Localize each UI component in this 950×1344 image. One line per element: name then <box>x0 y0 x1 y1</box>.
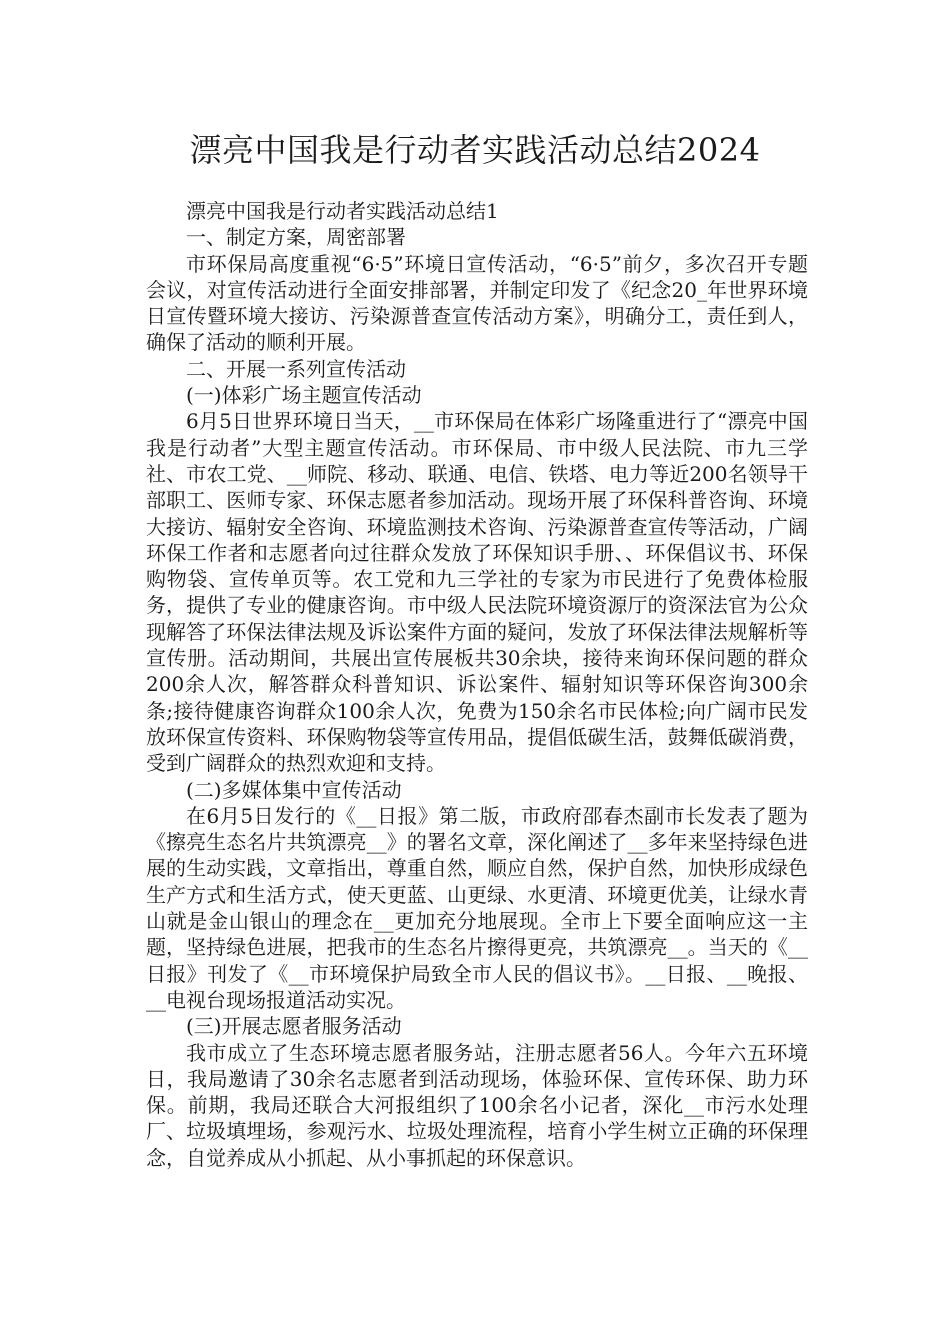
subsection-heading: 一、制定方案，周密部署 <box>186 225 406 250</box>
paragraph: 我市成立了生态环境志愿者服务站，注册志愿者56人。今年六五环境日，我局邀请了30余名志愿者到活动现场，体验环保、宣传环保、助力环保。前期，我局还联合大河报组织了100余名小记者，深化__市污水处理厂、垃圾填埋场，参观污水、垃圾处理流程，培育小学生树立正确的环保理念，自觉养成从小抓起、从小事抓起的环保意识。 <box>146 1040 808 1170</box>
paragraph: 在6月5日发行的《__日报》第二版，市政府邵春杰副市长发表了题为《擦亮生态名片共筑漂亮__》的署名文章，深化阐述了__多年来坚持绿色进展的生动实践，文章指出，尊重自然，顺应自然，保护自然，加快形成绿色生产方式和生活方式，使天更蓝、山更绿、水更清、环境更优美，让绿水青山就是金山银山的理念在__更加充分地展现。全市上下要全面响应这一主题，坚持绿色进展，把我市的生态名片擦得更亮，共筑漂亮__。当天的《__日报》刊发了《__市环境保护局致全市人民的倡议书》。__日报、__晚报、__电视台现场报道活动实况。 <box>146 803 808 1012</box>
document-body <box>146 198 808 1171</box>
subsection-heading: (二)多媒体集中宣传活动 <box>186 777 402 802</box>
subsection-heading: 二、开展一系列宣传活动 <box>186 356 406 381</box>
paragraph: 市环保局高度重视“6·5”环境日宣传活动，“6·5”前夕，多次召开专题会议，对宣传活动进行全面安排部署，并制定印发了《纪念20_年世界环境日宣传暨环境大接访、污染源普查宣传活动方案》，明确分工，责任到人，确保了活动的顺利开展。 <box>146 251 808 355</box>
section-heading: 漂亮中国我是行动者实践活动总结1 <box>186 199 499 223</box>
subsection-heading: (三)开展志愿者服务活动 <box>186 1014 402 1039</box>
document-title: 漂亮中国我是行动者实践活动总结2024 <box>189 131 761 169</box>
paragraph: 6月5日世界环境日当天，__市环保局在体彩广场隆重进行了“漂亮中国我是行动者”大型主题宣传活动。市环保局、市中级人民法院、市九三学社、市农工党、__师院、移动、联通、电信、铁塔、电力等近200名领导干部职工、医师专家、环保志愿者参加活动。现场开展了环保科普咨询、环境大接访、辐射安全咨询、环境监测技术咨询、污染源普查宣传等活动，广阔环保工作者和志愿者向过往群众发放了环保知识手册、、环保倡议书、环保购物袋、宣传单页等。农工党和九三学社的专家为市民进行了免费体检服务，提供了专业的健康咨询。市中级人民法院环境资源厅的资深法官为公众现解答了环保法律法规及诉讼案件方面的疑问，发放了环保法律法规解析等宣传册。活动期间，共展出宣传展板共30余块，接待来询环保问题的群众200余人次，解答群众科普知识、诉讼案件、辐射知识等环保咨询300余条;接待健康咨询群众100余人次，免费为150余名市民体检;向广阔市民发放环保宣传资料、环保购物袋等宣传用品，提倡低碳生活，鼓舞低碳消费，受到广阔群众的热烈欢迎和支持。 <box>146 409 808 776</box>
subsection-heading: (一)体彩广场主题宣传活动 <box>186 383 422 408</box>
